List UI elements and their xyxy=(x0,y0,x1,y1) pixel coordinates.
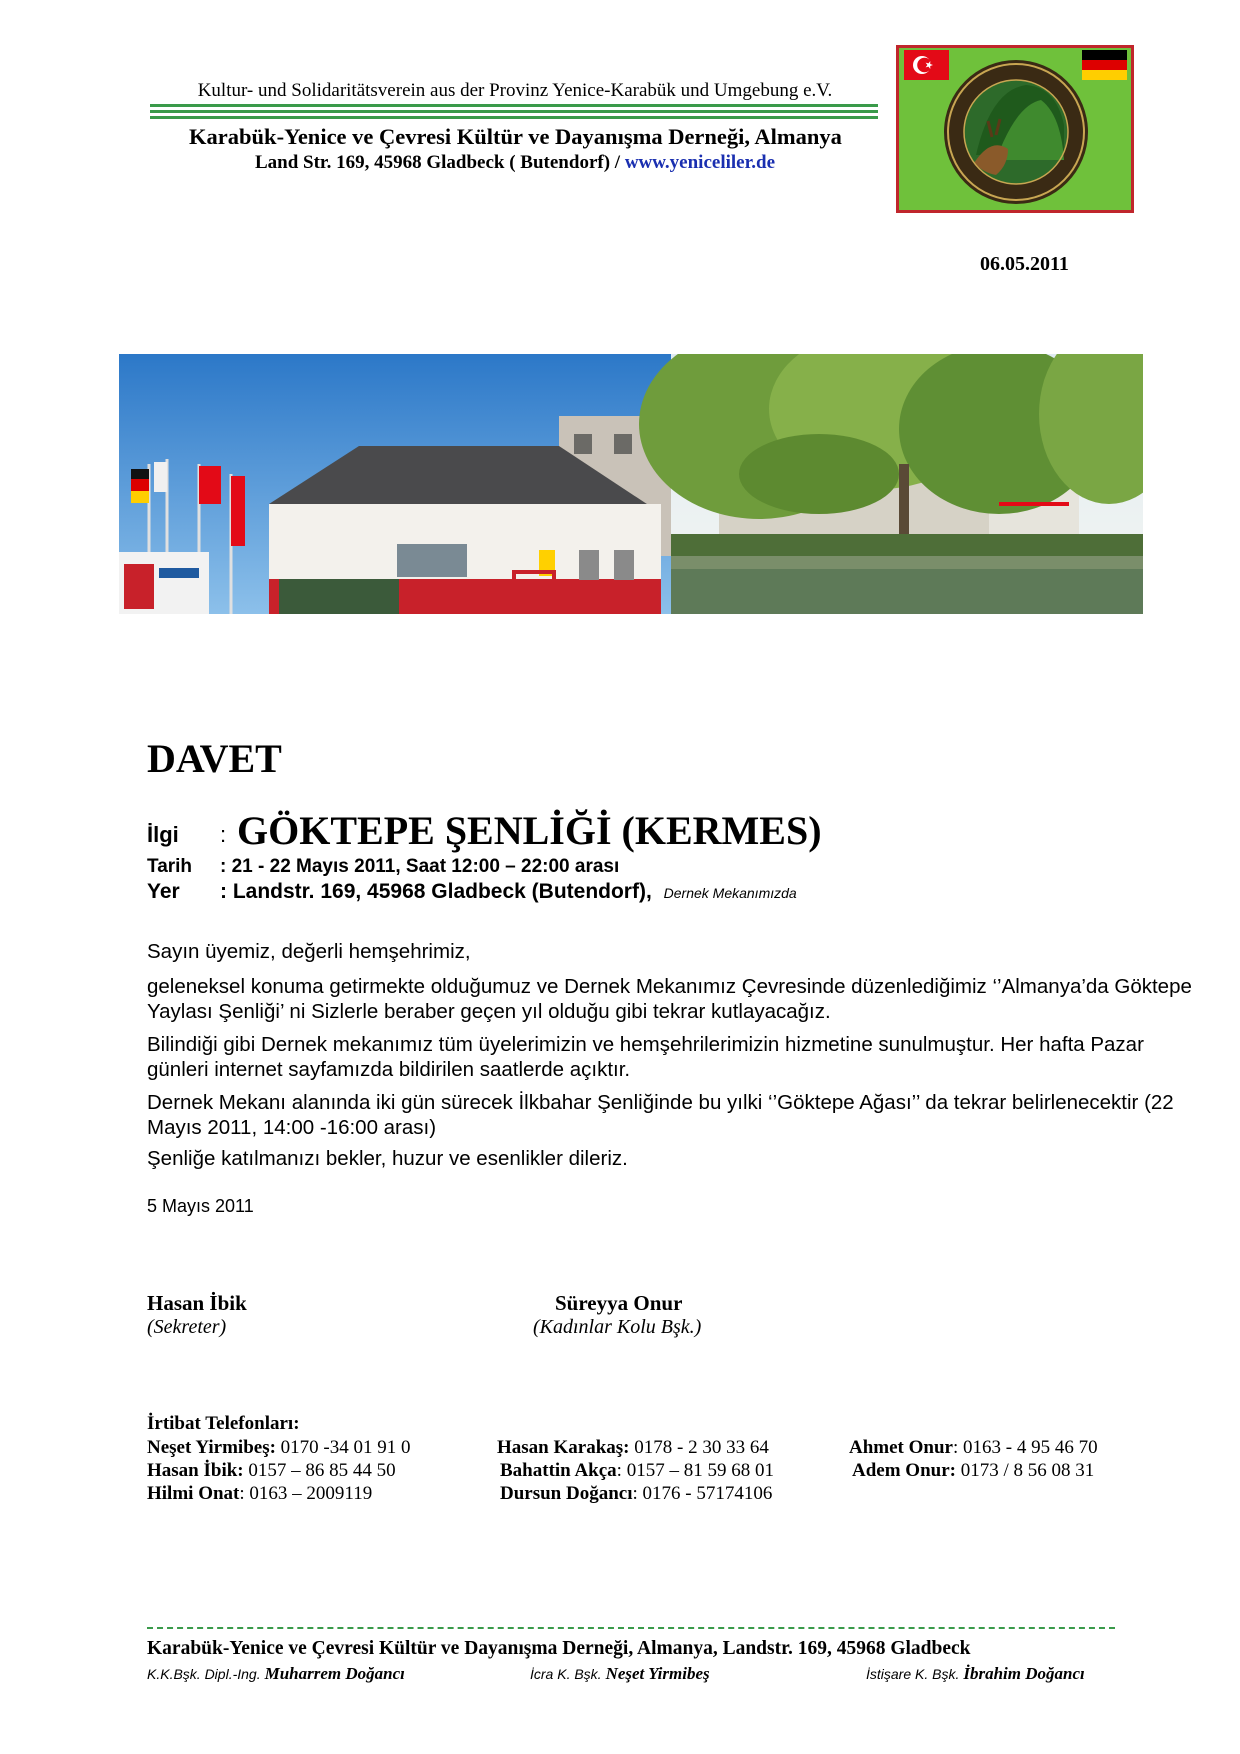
signatory-role: (Sekreter) xyxy=(147,1316,227,1338)
contact-entry xyxy=(852,1460,1094,1482)
header-rule xyxy=(150,116,878,119)
contact-name: Hasan Karakaş: xyxy=(497,1437,630,1458)
document-date: 06.05.2011 xyxy=(980,253,1069,275)
yer-value xyxy=(220,880,797,904)
contact-phone: : 0163 - 4 95 46 70 xyxy=(952,1437,1098,1458)
header-photos xyxy=(119,354,1143,614)
contact-phone: 0170 -34 01 91 0 xyxy=(275,1437,411,1458)
officer-name: Muharrem Doğancı xyxy=(264,1664,405,1683)
body-paragraph: geleneksel konuma getirmekte olduğumuz ve Dernek Mekanımız Çevresinde düzenlediğimiz ‘’Almanya’da Göktepe Yaylası Şenliği’ ni Sizlerle beraber geçen yıl olduğu gibi tekrar kutlayacağız. xyxy=(147,975,1192,1023)
building-photo xyxy=(119,354,671,614)
pond-photo xyxy=(639,354,1143,614)
signatory-name: Süreyya Onur xyxy=(555,1291,683,1315)
greeting: Sayın üyemiz, değerli hemşehrimiz, xyxy=(147,940,471,963)
header-address-text: Land Str. 169, 45968 Gladbeck ( Butendorf) / xyxy=(254,152,621,173)
contacts-heading: İrtibat Telefonları: xyxy=(147,1413,300,1434)
website-link[interactable]: www.yeniceliler.de xyxy=(624,152,776,173)
footer-divider xyxy=(147,1627,1115,1629)
yer-label: Yer xyxy=(147,880,180,903)
contact-entry xyxy=(147,1460,396,1482)
contact-name: Dursun Doğancı xyxy=(500,1483,633,1504)
contact-phone: 0178 - 2 30 33 64 xyxy=(629,1437,769,1458)
contact-phone: 0157 – 86 85 44 50 xyxy=(243,1460,396,1481)
contact-entry xyxy=(497,1437,769,1459)
contact-name: Bahattin Akça xyxy=(500,1460,617,1481)
logo-seal-icon xyxy=(944,60,1088,204)
contact-entry xyxy=(147,1437,411,1459)
contact-entry xyxy=(147,1483,372,1505)
body-paragraph: Şenliğe katılmanızı bekler, huzur ve esenlikler dileriz. xyxy=(147,1147,628,1170)
officer-name: Neşet Yirmibeş xyxy=(605,1664,710,1683)
header-rule xyxy=(150,104,878,107)
signatory-role: (Kadınlar Kolu Bşk.) xyxy=(533,1316,702,1338)
contact-entry xyxy=(500,1483,772,1505)
contact-name: Ahmet Onur xyxy=(849,1437,953,1458)
contact-phone: : 0157 – 81 59 68 01 xyxy=(616,1460,774,1481)
signatory-name: Hasan İbik xyxy=(147,1291,247,1315)
header-german-line: Kultur- und Solidaritätsverein aus der Provinz Yenice-Karabük und Umgebung e.V. xyxy=(197,80,833,101)
header-address xyxy=(150,152,880,174)
contact-name: Hasan İbik: xyxy=(147,1460,244,1481)
footer-officer xyxy=(530,1664,710,1684)
german-flag-icon xyxy=(1082,50,1127,80)
tarih-label: Tarih xyxy=(147,856,193,877)
association-logo xyxy=(896,45,1134,213)
footer-address: Karabük-Yenice ve Çevresi Kültür ve Dayanışma Derneği, Almanya, Landstr. 169, 45968 Gladbeck xyxy=(147,1638,971,1659)
yer-address: : Landstr. 169, 45968 Gladbeck (Butendorf), xyxy=(220,880,652,903)
contact-phone: : 0176 - 57174106 xyxy=(632,1483,773,1504)
contact-entry xyxy=(849,1437,1098,1459)
ilgi-label: İlgi xyxy=(147,822,179,847)
event-name: GÖKTEPE ŞENLİĞİ (KERMES) xyxy=(237,808,822,853)
body-paragraph: Dernek Mekanı alanında iki gün sürecek İlkbahar Şenliğinde bu yılki ‘’Göktepe Ağası’’ da tekrar belirlenecektir (22 Mayıs 2011, 14:00 -16:00 arası) xyxy=(147,1091,1174,1139)
yer-note: Dernek Mekanımızda xyxy=(663,885,797,901)
header-rule xyxy=(150,110,878,113)
letter-date: 5 Mayıs 2011 xyxy=(147,1196,254,1216)
page-title: DAVET xyxy=(147,736,282,781)
contact-entry xyxy=(500,1460,774,1482)
footer-officer xyxy=(866,1664,1085,1684)
contact-phone: : 0163 – 2009119 xyxy=(239,1483,373,1504)
officer-title: İcra K. Bşk. xyxy=(530,1666,602,1682)
officer-name: İbrahim Doğancı xyxy=(963,1664,1085,1683)
officer-title: K.K.Bşk. Dipl.-Ing. xyxy=(147,1666,261,1682)
contact-name: Hilmi Onat xyxy=(147,1483,240,1504)
contact-phone: 0173 / 8 56 08 31 xyxy=(955,1460,1095,1481)
turkish-flag-icon xyxy=(904,50,949,80)
contact-name: Neşet Yirmibeş: xyxy=(147,1437,276,1458)
ilgi-colon: : xyxy=(220,822,227,847)
body-paragraph: Bilindiği gibi Dernek mekanımız tüm üyelerimizin ve hemşehrilerimizin hizmetine sunulmuştur. Her hafta Pazar günleri internet sayfamızda bildirilen saatlerde açıktır. xyxy=(147,1033,1144,1081)
footer-officer xyxy=(147,1664,405,1684)
header-turkish-line: Karabük-Yenice ve Çevresi Kültür ve Dayanışma Derneği, Almanya xyxy=(189,124,842,149)
tarih-value: : 21 - 22 Mayıs 2011, Saat 12:00 – 22:00 arası xyxy=(220,856,620,877)
officer-title: İstişare K. Bşk. xyxy=(866,1666,960,1682)
contact-name: Adem Onur: xyxy=(852,1460,956,1481)
